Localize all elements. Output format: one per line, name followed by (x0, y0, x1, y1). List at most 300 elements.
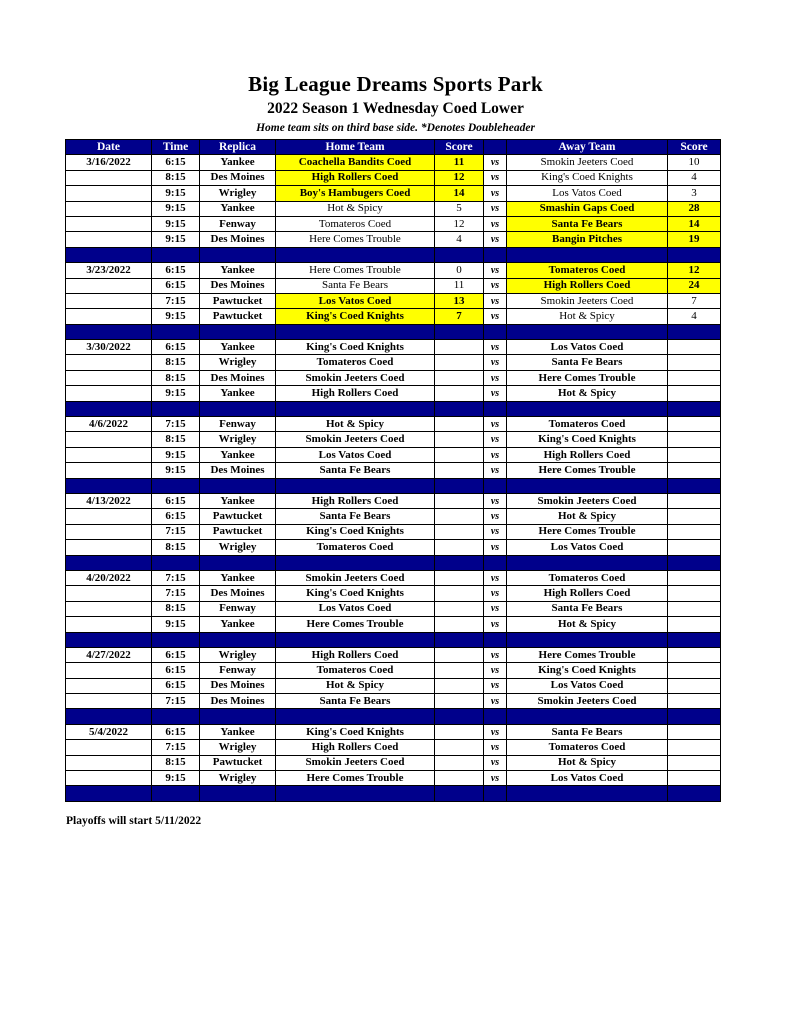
away-score-cell (668, 724, 721, 739)
date-cell (66, 386, 152, 401)
home-score-cell (435, 771, 484, 786)
replica-cell: Wrigley (200, 771, 276, 786)
home-team-cell: Los Vatos Coed (276, 447, 435, 462)
table-row (66, 463, 721, 478)
vs-cell: vs (484, 155, 507, 170)
table-row (66, 663, 721, 678)
home-team-cell: Smokin Jeeters Coed (276, 570, 435, 585)
date-cell (66, 170, 152, 185)
vs-cell: vs (484, 663, 507, 678)
vs-cell: vs (484, 524, 507, 539)
separator-cell (66, 324, 152, 339)
away-team-cell: Santa Fe Bears (507, 724, 668, 739)
away-score-cell: 12 (668, 263, 721, 278)
table-row (66, 540, 721, 555)
table-row (66, 509, 721, 524)
separator-cell (276, 478, 435, 493)
col-header-away-team: Away Team (507, 140, 668, 155)
date-cell (66, 586, 152, 601)
away-team-cell: Los Vatos Coed (507, 678, 668, 693)
vs-cell: vs (484, 540, 507, 555)
date-cell (66, 370, 152, 385)
vs-cell: vs (484, 771, 507, 786)
away-team-cell: Here Comes Trouble (507, 463, 668, 478)
separator-cell (152, 247, 200, 262)
replica-cell: Des Moines (200, 370, 276, 385)
away-score-cell (668, 493, 721, 508)
away-team-cell: King's Coed Knights (507, 432, 668, 447)
replica-cell: Des Moines (200, 586, 276, 601)
week-separator-row (66, 786, 721, 801)
vs-cell: vs (484, 386, 507, 401)
replica-cell: Des Moines (200, 232, 276, 247)
separator-cell (507, 632, 668, 647)
home-team-cell: Tomateros Coed (276, 540, 435, 555)
vs-cell: vs (484, 617, 507, 632)
separator-cell (435, 709, 484, 724)
replica-cell: Wrigley (200, 540, 276, 555)
separator-cell (507, 401, 668, 416)
date-cell (66, 617, 152, 632)
table-row (66, 386, 721, 401)
away-team-cell: Smashin Gaps Coed (507, 201, 668, 216)
replica-cell: Yankee (200, 386, 276, 401)
vs-cell: vs (484, 263, 507, 278)
vs-cell: vs (484, 724, 507, 739)
table-row (66, 647, 721, 662)
separator-cell (276, 247, 435, 262)
away-team-cell: Bangin Pitches (507, 232, 668, 247)
home-score-cell (435, 740, 484, 755)
table-row (66, 755, 721, 770)
home-score-cell (435, 417, 484, 432)
home-team-cell: King's Coed Knights (276, 340, 435, 355)
replica-cell: Yankee (200, 447, 276, 462)
away-score-cell: 19 (668, 232, 721, 247)
separator-cell (668, 632, 721, 647)
separator-cell (668, 478, 721, 493)
time-cell: 6:15 (152, 340, 200, 355)
separator-cell (507, 247, 668, 262)
date-cell (66, 201, 152, 216)
vs-cell: vs (484, 694, 507, 709)
col-header-date: Date (66, 140, 152, 155)
date-cell (66, 524, 152, 539)
home-score-cell (435, 340, 484, 355)
home-team-cell: Boy's Hambugers Coed (276, 186, 435, 201)
table-row (66, 524, 721, 539)
home-team-cell: Los Vatos Coed (276, 293, 435, 308)
separator-cell (66, 478, 152, 493)
vs-cell: vs (484, 678, 507, 693)
date-cell: 4/20/2022 (66, 570, 152, 585)
away-team-cell: High Rollers Coed (507, 447, 668, 462)
table-row (66, 340, 721, 355)
time-cell: 8:15 (152, 355, 200, 370)
separator-cell (435, 786, 484, 801)
table-row (66, 201, 721, 216)
home-score-cell: 4 (435, 232, 484, 247)
separator-cell (200, 786, 276, 801)
time-cell: 6:15 (152, 509, 200, 524)
away-team-cell: High Rollers Coed (507, 278, 668, 293)
date-cell (66, 432, 152, 447)
home-team-cell: Coachella Bandits Coed (276, 155, 435, 170)
table-row (66, 170, 721, 185)
separator-cell (507, 478, 668, 493)
away-score-cell (668, 601, 721, 616)
away-team-cell: Smokin Jeeters Coed (507, 493, 668, 508)
table-row (66, 724, 721, 739)
date-cell: 3/16/2022 (66, 155, 152, 170)
home-team-cell: Hot & Spicy (276, 417, 435, 432)
home-team-cell: High Rollers Coed (276, 493, 435, 508)
home-team-cell: King's Coed Knights (276, 524, 435, 539)
vs-cell: vs (484, 432, 507, 447)
home-team-cell: Smokin Jeeters Coed (276, 755, 435, 770)
replica-cell: Fenway (200, 663, 276, 678)
replica-cell: Wrigley (200, 740, 276, 755)
table-row (66, 740, 721, 755)
vs-cell: vs (484, 170, 507, 185)
vs-cell: vs (484, 201, 507, 216)
separator-cell (435, 324, 484, 339)
separator-cell (152, 709, 200, 724)
date-cell (66, 309, 152, 324)
separator-cell (507, 324, 668, 339)
away-score-cell (668, 694, 721, 709)
date-cell (66, 447, 152, 462)
date-cell: 3/30/2022 (66, 340, 152, 355)
away-team-cell: Tomateros Coed (507, 417, 668, 432)
table-row (66, 678, 721, 693)
away-team-cell: Tomateros Coed (507, 263, 668, 278)
replica-cell: Yankee (200, 724, 276, 739)
separator-cell (484, 555, 507, 570)
away-score-cell: 28 (668, 201, 721, 216)
replica-cell: Yankee (200, 493, 276, 508)
away-team-cell: King's Coed Knights (507, 170, 668, 185)
replica-cell: Des Moines (200, 694, 276, 709)
separator-cell (484, 709, 507, 724)
time-cell: 8:15 (152, 540, 200, 555)
separator-cell (435, 247, 484, 262)
replica-cell: Yankee (200, 340, 276, 355)
separator-cell (200, 555, 276, 570)
home-score-cell (435, 447, 484, 462)
away-score-cell: 3 (668, 186, 721, 201)
replica-cell: Des Moines (200, 678, 276, 693)
week-separator-row (66, 632, 721, 647)
date-cell (66, 293, 152, 308)
home-team-cell: Santa Fe Bears (276, 509, 435, 524)
away-team-cell: Hot & Spicy (507, 386, 668, 401)
time-cell: 7:15 (152, 586, 200, 601)
away-score-cell (668, 463, 721, 478)
away-score-cell: 14 (668, 216, 721, 231)
away-score-cell: 24 (668, 278, 721, 293)
time-cell: 6:15 (152, 647, 200, 662)
replica-cell: Des Moines (200, 463, 276, 478)
home-team-cell: High Rollers Coed (276, 647, 435, 662)
separator-cell (152, 555, 200, 570)
away-score-cell (668, 540, 721, 555)
home-team-cell: Hot & Spicy (276, 678, 435, 693)
separator-cell (435, 555, 484, 570)
away-team-cell: Hot & Spicy (507, 755, 668, 770)
separator-cell (200, 632, 276, 647)
away-score-cell (668, 570, 721, 585)
away-team-cell: Smokin Jeeters Coed (507, 694, 668, 709)
vs-cell: vs (484, 293, 507, 308)
away-team-cell: Los Vatos Coed (507, 340, 668, 355)
table-row (66, 186, 721, 201)
table-row (66, 309, 721, 324)
time-cell: 9:15 (152, 216, 200, 231)
replica-cell: Yankee (200, 201, 276, 216)
replica-cell: Yankee (200, 617, 276, 632)
home-score-cell (435, 724, 484, 739)
schedule-note: Home team sits on third base side. *Denotes Doubleheader (256, 122, 535, 134)
time-cell: 9:15 (152, 386, 200, 401)
header-row (66, 140, 721, 155)
time-cell: 8:15 (152, 170, 200, 185)
away-score-cell (668, 340, 721, 355)
separator-cell (152, 401, 200, 416)
home-team-cell: Smokin Jeeters Coed (276, 370, 435, 385)
separator-cell (484, 478, 507, 493)
away-team-cell: Here Comes Trouble (507, 370, 668, 385)
time-cell: 7:15 (152, 524, 200, 539)
time-cell: 7:15 (152, 293, 200, 308)
away-score-cell: 4 (668, 309, 721, 324)
table-row (66, 771, 721, 786)
week-separator-row (66, 401, 721, 416)
home-score-cell: 12 (435, 216, 484, 231)
vs-cell: vs (484, 417, 507, 432)
time-cell: 6:15 (152, 678, 200, 693)
table-row (66, 447, 721, 462)
home-score-cell (435, 370, 484, 385)
time-cell: 9:15 (152, 447, 200, 462)
table-row (66, 432, 721, 447)
away-score-cell (668, 755, 721, 770)
home-score-cell (435, 524, 484, 539)
away-score-cell (668, 678, 721, 693)
date-cell (66, 694, 152, 709)
vs-cell: vs (484, 601, 507, 616)
vs-cell: vs (484, 447, 507, 462)
col-header-away-score: Score (668, 140, 721, 155)
date-cell (66, 740, 152, 755)
home-score-cell (435, 663, 484, 678)
time-cell: 6:15 (152, 493, 200, 508)
vs-cell: vs (484, 509, 507, 524)
date-cell (66, 216, 152, 231)
date-cell (66, 540, 152, 555)
time-cell: 9:15 (152, 186, 200, 201)
date-cell: 4/27/2022 (66, 647, 152, 662)
date-cell (66, 663, 152, 678)
home-score-cell (435, 755, 484, 770)
away-score-cell (668, 355, 721, 370)
away-score-cell (668, 663, 721, 678)
home-score-cell (435, 586, 484, 601)
date-cell (66, 355, 152, 370)
separator-cell (484, 324, 507, 339)
away-score-cell (668, 647, 721, 662)
table-row (66, 293, 721, 308)
away-score-cell (668, 417, 721, 432)
replica-cell: Des Moines (200, 170, 276, 185)
date-cell (66, 278, 152, 293)
home-score-cell: 7 (435, 309, 484, 324)
home-score-cell (435, 617, 484, 632)
away-team-cell: Smokin Jeeters Coed (507, 293, 668, 308)
separator-cell (276, 709, 435, 724)
vs-cell: vs (484, 216, 507, 231)
separator-cell (507, 555, 668, 570)
separator-cell (200, 324, 276, 339)
home-score-cell: 13 (435, 293, 484, 308)
page-subtitle: 2022 Season 1 Wednesday Coed Lower (267, 100, 524, 117)
table-row (66, 617, 721, 632)
separator-cell (152, 632, 200, 647)
away-team-cell: Here Comes Trouble (507, 524, 668, 539)
away-score-cell (668, 386, 721, 401)
vs-cell: vs (484, 232, 507, 247)
replica-cell: Yankee (200, 570, 276, 585)
page-title: Big League Dreams Sports Park (248, 72, 543, 96)
date-cell: 5/4/2022 (66, 724, 152, 739)
home-score-cell (435, 509, 484, 524)
table-row (66, 370, 721, 385)
home-score-cell: 5 (435, 201, 484, 216)
home-team-cell: Tomateros Coed (276, 663, 435, 678)
time-cell: 9:15 (152, 201, 200, 216)
home-team-cell: King's Coed Knights (276, 586, 435, 601)
time-cell: 9:15 (152, 771, 200, 786)
replica-cell: Wrigley (200, 432, 276, 447)
home-score-cell: 12 (435, 170, 484, 185)
away-score-cell (668, 617, 721, 632)
time-cell: 9:15 (152, 463, 200, 478)
date-cell (66, 463, 152, 478)
week-separator-row (66, 478, 721, 493)
time-cell: 6:15 (152, 278, 200, 293)
separator-cell (435, 478, 484, 493)
col-header-vs (484, 140, 507, 155)
separator-cell (276, 555, 435, 570)
table-row (66, 232, 721, 247)
table-row (66, 493, 721, 508)
time-cell: 8:15 (152, 601, 200, 616)
separator-cell (668, 786, 721, 801)
time-cell: 8:15 (152, 432, 200, 447)
col-header-time: Time (152, 140, 200, 155)
home-score-cell: 11 (435, 155, 484, 170)
separator-cell (668, 709, 721, 724)
separator-cell (200, 401, 276, 416)
home-score-cell (435, 647, 484, 662)
away-team-cell: Santa Fe Bears (507, 355, 668, 370)
separator-cell (435, 401, 484, 416)
table-row (66, 278, 721, 293)
separator-cell (276, 632, 435, 647)
vs-cell: vs (484, 740, 507, 755)
replica-cell: Des Moines (200, 278, 276, 293)
date-cell (66, 755, 152, 770)
replica-cell: Yankee (200, 155, 276, 170)
home-team-cell: Tomateros Coed (276, 216, 435, 231)
date-cell: 4/13/2022 (66, 493, 152, 508)
replica-cell: Wrigley (200, 186, 276, 201)
away-score-cell (668, 509, 721, 524)
replica-cell: Pawtucket (200, 309, 276, 324)
home-score-cell (435, 570, 484, 585)
home-team-cell: High Rollers Coed (276, 170, 435, 185)
date-cell (66, 186, 152, 201)
vs-cell: vs (484, 647, 507, 662)
away-score-cell (668, 370, 721, 385)
home-team-cell: Tomateros Coed (276, 355, 435, 370)
away-score-cell (668, 586, 721, 601)
home-team-cell: King's Coed Knights (276, 309, 435, 324)
away-score-cell: 7 (668, 293, 721, 308)
time-cell: 7:15 (152, 570, 200, 585)
schedule-body (66, 155, 721, 801)
separator-cell (484, 786, 507, 801)
separator-cell (276, 786, 435, 801)
separator-cell (66, 247, 152, 262)
vs-cell: vs (484, 493, 507, 508)
separator-cell (276, 324, 435, 339)
away-team-cell: Tomateros Coed (507, 570, 668, 585)
week-separator-row (66, 247, 721, 262)
home-team-cell: Here Comes Trouble (276, 263, 435, 278)
vs-cell: vs (484, 586, 507, 601)
separator-cell (152, 478, 200, 493)
home-team-cell: Los Vatos Coed (276, 601, 435, 616)
separator-cell (200, 709, 276, 724)
replica-cell: Wrigley (200, 647, 276, 662)
separator-cell (152, 786, 200, 801)
replica-cell: Yankee (200, 263, 276, 278)
home-score-cell (435, 678, 484, 693)
week-separator-row (66, 709, 721, 724)
replica-cell: Pawtucket (200, 293, 276, 308)
home-team-cell: Here Comes Trouble (276, 771, 435, 786)
away-team-cell: Los Vatos Coed (507, 186, 668, 201)
home-score-cell (435, 694, 484, 709)
col-header-home-score: Score (435, 140, 484, 155)
replica-cell: Pawtucket (200, 509, 276, 524)
time-cell: 6:15 (152, 663, 200, 678)
home-score-cell (435, 432, 484, 447)
date-cell: 4/6/2022 (66, 417, 152, 432)
vs-cell: vs (484, 755, 507, 770)
date-cell (66, 771, 152, 786)
separator-cell (200, 247, 276, 262)
table-row (66, 694, 721, 709)
replica-cell: Pawtucket (200, 755, 276, 770)
time-cell: 7:15 (152, 740, 200, 755)
home-score-cell (435, 540, 484, 555)
separator-cell (435, 632, 484, 647)
home-score-cell: 14 (435, 186, 484, 201)
home-team-cell: Here Comes Trouble (276, 617, 435, 632)
week-separator-row (66, 324, 721, 339)
